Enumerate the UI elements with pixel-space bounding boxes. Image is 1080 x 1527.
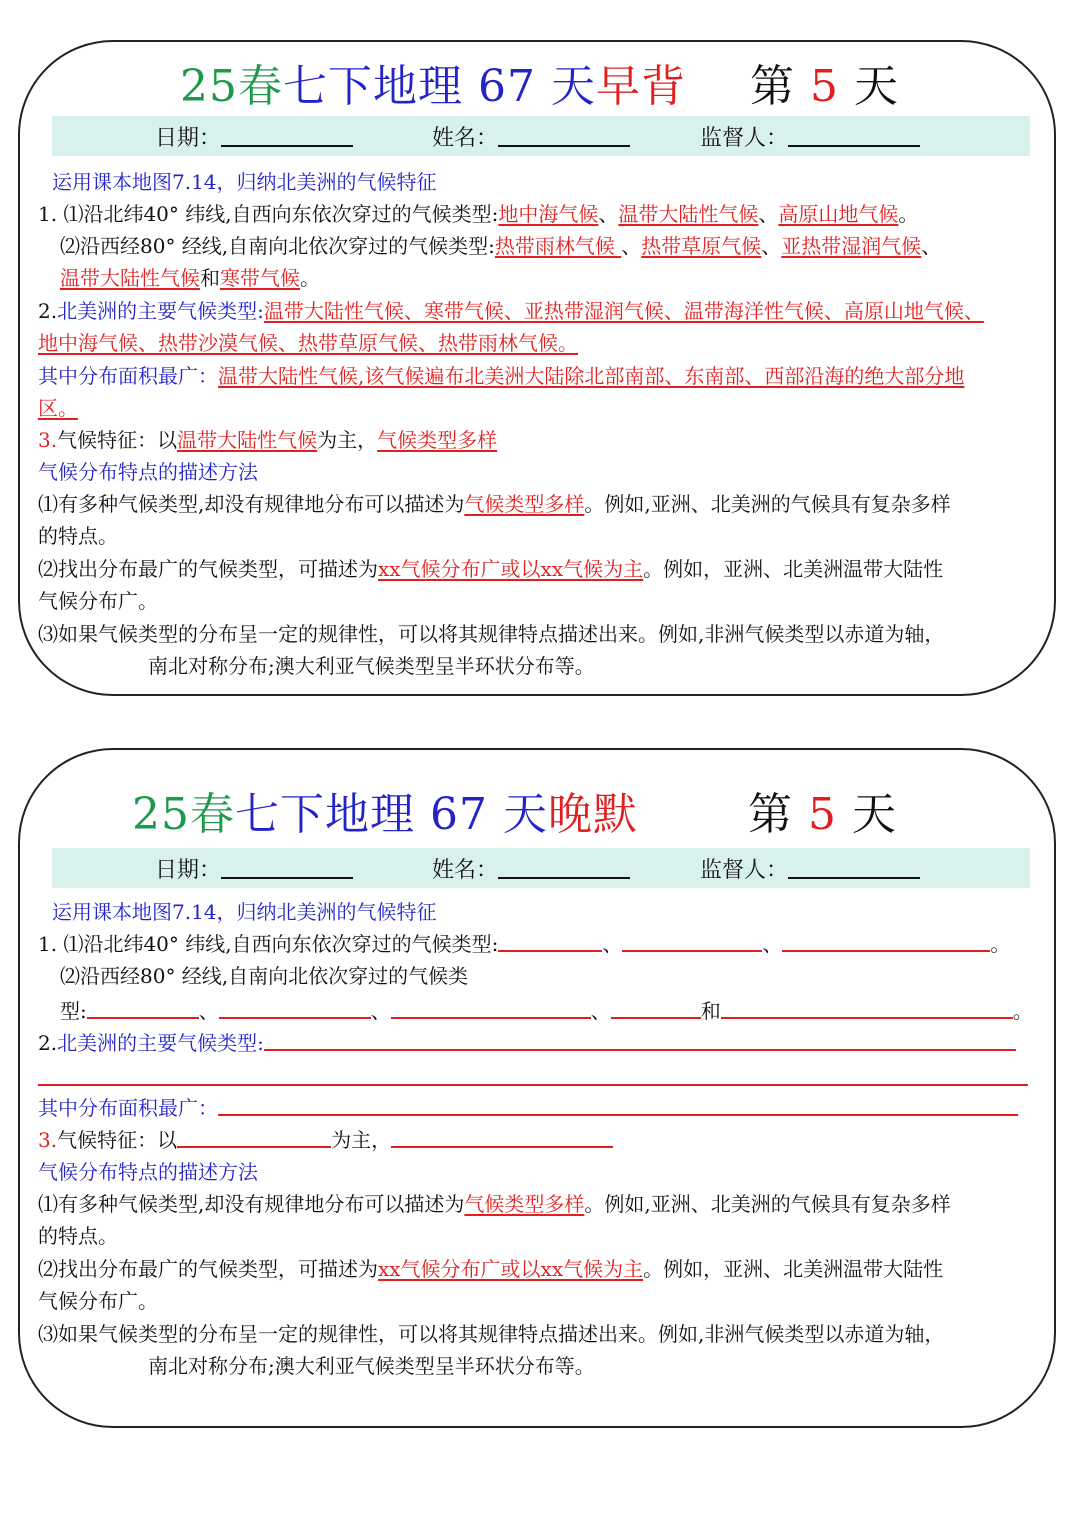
q2-blank-2[interactable] <box>38 1084 1028 1086</box>
title-day-number: 5 <box>809 61 839 112</box>
title-prefix: 25春 <box>180 61 283 112</box>
info-bar <box>52 848 1030 888</box>
supervisor-blank[interactable] <box>788 121 920 147</box>
date-blank[interactable] <box>221 853 353 879</box>
separator: 、 <box>370 999 391 1023</box>
q1-2-blanks <box>60 995 1033 1027</box>
q2 <box>38 1027 1016 1059</box>
date-field[interactable] <box>155 121 353 152</box>
q1-2-answer-2: 热带草原气候 <box>641 234 762 258</box>
q1-2-blank-5[interactable] <box>721 997 1013 1019</box>
name-field[interactable] <box>432 121 630 152</box>
separator: 、 <box>921 234 942 258</box>
q1-1-prompt: 1. ⑴沿北纬40° 纬线,自西向东依次穿过的气候类型: <box>38 202 499 226</box>
title-day-number: 5 <box>807 789 837 840</box>
separator: 、 <box>598 202 619 226</box>
date-label: 日期： <box>155 858 222 883</box>
q1-1 <box>38 928 1010 960</box>
q-max-cont <box>38 392 78 424</box>
q3-answer-2: 气候类型多样 <box>377 428 498 452</box>
title-type: 早背 <box>595 61 686 112</box>
title-subject: 七下地理 67 天 <box>283 61 596 112</box>
name-blank[interactable] <box>498 121 630 147</box>
q1-1-blank-1[interactable] <box>498 930 602 952</box>
period: 。 <box>898 202 919 226</box>
name-blank[interactable] <box>498 853 630 879</box>
supervisor-field[interactable] <box>700 121 920 152</box>
title-day-label: 第 <box>749 61 795 112</box>
q-max <box>38 1092 1018 1124</box>
q2-number: 2. <box>38 1031 58 1055</box>
q2-blank-1[interactable] <box>264 1029 1016 1051</box>
date-field[interactable] <box>155 853 353 884</box>
date-label: 日期： <box>155 126 222 151</box>
method-1-cont: 的特点。 <box>38 1224 118 1248</box>
name-label: 姓名： <box>432 126 499 151</box>
method-3: ⑶如果气候类型的分布呈一定的规律性，可以将其规律特点描述出来。例如,非洲气候类型以赤道为轴， <box>38 622 945 646</box>
q2-label: 北美洲的主要气候类型: <box>57 299 264 323</box>
method-2-answer: xx气候分布广或以xx气候为主 <box>378 1257 644 1281</box>
section-heading: 运用课本地图7.14，归纳北美洲的气候特征 <box>52 170 437 194</box>
q1-2-answer-1: 热带雨林气候 <box>494 234 622 258</box>
method-3: ⑶如果气候类型的分布呈一定的规律性，可以将其规律特点描述出来。例如,非洲气候类型以赤道为轴， <box>38 1322 945 1346</box>
q3-blank-2[interactable] <box>391 1126 613 1148</box>
title-day-suffix: 天 <box>851 789 897 840</box>
method-1-prefix: ⑴有多种气候类型,却没有规律地分布可以描述为 <box>38 1192 465 1216</box>
method-2-cont: 气候分布广。 <box>38 589 158 613</box>
q3 <box>38 424 497 456</box>
q1-2-blank-1[interactable] <box>87 997 199 1019</box>
q2-cont <box>38 327 578 359</box>
q1-2 <box>60 230 941 262</box>
q-max-label: 其中分布面积最广： <box>38 1096 218 1120</box>
method-2-suffix: 。例如，亚洲、北美洲温带大陆性 <box>643 1257 944 1281</box>
q1-2-blank-2[interactable] <box>219 997 371 1019</box>
q2-label: 北美洲的主要气候类型: <box>57 1031 264 1055</box>
method-1-answer: 气候类型多样 <box>464 492 585 516</box>
method-2-suffix: 。例如，亚洲、北美洲温带大陆性 <box>643 557 944 581</box>
title-prefix: 25春 <box>132 789 235 840</box>
period: 。 <box>1012 999 1033 1023</box>
q-max <box>38 360 964 392</box>
q1-1-prompt: 1. ⑴沿北纬40° 纬线,自西向东依次穿过的气候类型: <box>38 932 499 956</box>
and-word: 和 <box>200 266 220 290</box>
q3-answer-1: 温带大陆性气候 <box>177 428 318 452</box>
title-day-label: 第 <box>747 789 793 840</box>
q3 <box>38 1124 613 1156</box>
method-1-prefix: ⑴有多种气候类型,却没有规律地分布可以描述为 <box>38 492 465 516</box>
method-2 <box>38 1253 943 1285</box>
method-2-answer: xx气候分布广或以xx气候为主 <box>378 557 644 581</box>
separator: 、 <box>198 999 219 1023</box>
q1-1-answer-3: 高原山地气候 <box>778 202 899 226</box>
supervisor-label: 监督人： <box>700 858 789 883</box>
q1-1 <box>38 198 918 230</box>
q1-2-cont: 型: <box>60 999 87 1023</box>
name-field[interactable] <box>432 853 630 884</box>
method-heading: 气候分布特点的描述方法 <box>38 1160 258 1184</box>
q1-2-answer-4: 温带大陆性气候 <box>60 266 200 290</box>
method-1-answer: 气候类型多样 <box>464 1192 585 1216</box>
and-word: 和 <box>700 999 721 1023</box>
date-blank[interactable] <box>221 121 353 147</box>
method-3-cont: 南北对称分布;澳大利亚气候类型呈半环状分布等。 <box>148 654 595 678</box>
q1-1-answer-2: 温带大陆性气候 <box>618 202 759 226</box>
supervisor-field[interactable] <box>700 853 920 884</box>
q3-mid: 为主， <box>317 428 378 452</box>
separator: 、 <box>762 932 783 956</box>
q1-2-cont <box>60 262 320 294</box>
separator: 、 <box>602 932 623 956</box>
method-1 <box>38 488 951 520</box>
period: 。 <box>990 932 1011 956</box>
q2-answer-line1: 温带大陆性气候、寒带气候、亚热带湿润气候、温带海洋性气候、高原山地气候、 <box>263 299 984 323</box>
q3-label: 气候特征：以 <box>57 428 178 452</box>
q1-2-prompt: ⑵沿西经80° 经线,自南向北依次穿过的气候类型: <box>60 234 495 258</box>
method-2-prefix: ⑵找出分布最广的气候类型，可描述为 <box>38 1257 378 1281</box>
method-2-cont: 气候分布广。 <box>38 1289 158 1313</box>
q1-1-blank-3[interactable] <box>782 930 990 952</box>
title-type: 晚默 <box>547 789 638 840</box>
method-1-suffix: 。例如,亚洲、北美洲的气候具有复杂多样 <box>584 492 951 516</box>
method-1 <box>38 1188 951 1220</box>
q1-2-prompt: ⑵沿西经80° 经线,自南向北依次穿过的气候类 <box>60 964 469 988</box>
evening-dictation-card <box>18 748 1056 1428</box>
q1-1-blank-2[interactable] <box>622 930 762 952</box>
supervisor-blank[interactable] <box>788 853 920 879</box>
card-title <box>132 778 897 842</box>
method-2 <box>38 553 943 585</box>
q1-1-answer-1: 地中海气候 <box>498 202 599 226</box>
section-heading: 运用课本地图7.14，归纳北美洲的气候特征 <box>52 900 437 924</box>
separator: 、 <box>761 234 782 258</box>
card-title <box>180 50 899 114</box>
q2-answer-line2: 地中海气候、热带沙漠气候、热带草原气候、热带雨林气候。 <box>38 331 578 355</box>
q-max-answer-line2: 区。 <box>38 396 78 420</box>
q3-number: 3. <box>38 428 58 452</box>
q3-blank-1[interactable] <box>177 1126 331 1148</box>
q2 <box>38 295 984 327</box>
info-bar <box>52 116 1030 156</box>
q3-label: 气候特征：以 <box>57 1128 178 1152</box>
separator: 、 <box>758 202 779 226</box>
q2-number: 2. <box>38 299 58 323</box>
period: 。 <box>300 266 320 290</box>
q1-2-blank-3[interactable] <box>391 997 591 1019</box>
method-3-cont: 南北对称分布;澳大利亚气候类型呈半环状分布等。 <box>148 1354 595 1378</box>
supervisor-label: 监督人： <box>700 126 789 151</box>
title-day-suffix: 天 <box>853 61 899 112</box>
q-max-label: 其中分布面积最广： <box>38 364 218 388</box>
method-heading: 气候分布特点的描述方法 <box>38 460 258 484</box>
morning-review-card <box>18 40 1056 696</box>
q3-number: 3. <box>38 1128 58 1152</box>
q-max-answer-line1: 温带大陆性气候,该气候遍布北美洲大陆除北部南部、东南部、西部沿海的绝大部分地 <box>218 364 965 388</box>
q-max-blank[interactable] <box>218 1094 1018 1116</box>
title-subject: 七下地理 67 天 <box>235 789 548 840</box>
q1-2-answer-5: 寒带气候 <box>220 266 300 290</box>
name-label: 姓名： <box>432 858 499 883</box>
q1-2-answer-3: 亚热带湿润气候 <box>781 234 922 258</box>
separator: 、 <box>590 999 611 1023</box>
q3-mid: 为主， <box>331 1128 392 1152</box>
separator: 、 <box>621 234 642 258</box>
method-2-prefix: ⑵找出分布最广的气候类型，可描述为 <box>38 557 378 581</box>
method-1-cont: 的特点。 <box>38 524 118 548</box>
method-1-suffix: 。例如,亚洲、北美洲的气候具有复杂多样 <box>584 1192 951 1216</box>
q1-2-blank-4[interactable] <box>611 997 701 1019</box>
